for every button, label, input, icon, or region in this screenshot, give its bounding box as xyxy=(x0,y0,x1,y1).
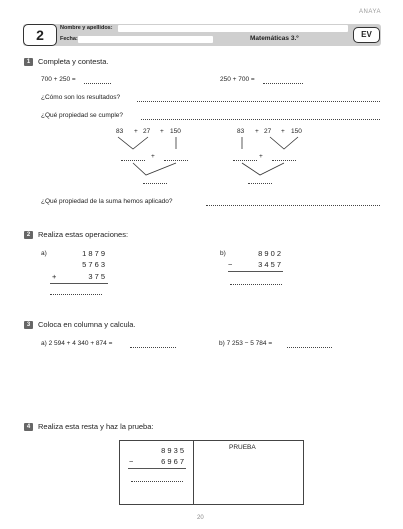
op-a-label: a) xyxy=(41,250,47,257)
date-field[interactable] xyxy=(78,36,213,43)
exercise-3-title: Coloca en columna y calcula. xyxy=(38,320,136,329)
tree-a-n3: 150 xyxy=(170,128,181,135)
ex3-b-text: b) 7 253 − 5 784 = xyxy=(219,340,273,347)
exercise-4-title: Realiza esta resta y haz la prueba: xyxy=(38,422,154,431)
subject-title: Matemáticas 3.º xyxy=(250,35,299,42)
exercise-3-number: 3 xyxy=(24,321,33,329)
sum-b-answer[interactable] xyxy=(263,83,303,84)
tree-b-n2: 27 xyxy=(264,128,272,135)
tree-a-plus: + xyxy=(151,153,155,160)
tree-a-result[interactable] xyxy=(143,183,167,184)
op-a-row2: 5 7 6 3 xyxy=(82,260,105,269)
exercise-4-number: 4 xyxy=(24,423,33,431)
tree-a-op2: + xyxy=(160,128,164,135)
op-a-sign: + xyxy=(52,272,57,281)
page-number: 20 xyxy=(197,515,204,521)
ex4-line xyxy=(128,468,186,469)
op-b-row1: 8 9 0 2 xyxy=(258,249,281,258)
exercise-2-title: Realiza estas operaciones: xyxy=(38,230,129,239)
name-label: Nombre y apellidos: xyxy=(60,25,113,31)
exercise-2-number: 2 xyxy=(24,231,33,239)
ev-badge: EV xyxy=(353,27,380,43)
op-b-label: b) xyxy=(220,250,226,257)
op-b-sign: − xyxy=(228,260,233,269)
tree-a-partial-1[interactable] xyxy=(121,160,145,161)
ex4-sign: − xyxy=(129,457,134,466)
tree-b-plus: + xyxy=(259,153,263,160)
question-property: ¿Qué propiedad se cumple? xyxy=(41,112,124,119)
sum-a-text: 700 + 250 = xyxy=(41,76,76,83)
sum-a-answer[interactable] xyxy=(84,83,111,84)
exercise-1-number: 1 xyxy=(24,58,33,66)
tree-a-partial-2[interactable] xyxy=(164,160,188,161)
sum-b-text: 250 + 700 = xyxy=(220,76,255,83)
answer-property[interactable] xyxy=(141,119,380,120)
op-a-row1: 1 8 7 9 xyxy=(82,249,105,258)
ex3-b-answer[interactable] xyxy=(287,347,332,348)
tree-b-lines xyxy=(230,135,310,190)
ex3-a-text: a) 2 594 + 4 340 + 874 = xyxy=(41,340,113,347)
tree-b-n3: 150 xyxy=(291,128,302,135)
op-b-answer[interactable] xyxy=(230,284,282,285)
op-a-row3: 3 7 5 xyxy=(88,272,105,281)
tree-b-partial-1[interactable] xyxy=(233,160,257,161)
op-b-row2: 3 4 5 7 xyxy=(258,260,281,269)
tree-b-op1: + xyxy=(255,128,259,135)
question-sum-property: ¿Qué propiedad de la suma hemos aplicado? xyxy=(41,198,173,205)
ex4-row2: 6 9 6 7 xyxy=(161,457,184,466)
tree-a-lines xyxy=(110,135,190,190)
tree-a-n1: 83 xyxy=(116,128,124,135)
ex4-row1: 8 9 3 5 xyxy=(161,446,184,455)
answer-results[interactable] xyxy=(137,101,380,102)
unit-number: 2 xyxy=(23,24,57,46)
tree-a-n2: 27 xyxy=(143,128,151,135)
name-field[interactable] xyxy=(118,25,348,32)
tree-b-partial-2[interactable] xyxy=(272,160,296,161)
op-b-line xyxy=(228,271,283,272)
exercise-4-divider xyxy=(193,440,194,505)
answer-sum-property[interactable] xyxy=(206,205,380,206)
publisher-brand: ANAYA xyxy=(359,9,381,15)
proof-label: PRUEBA xyxy=(229,444,256,451)
ex3-a-answer[interactable] xyxy=(130,347,176,348)
question-results: ¿Cómo son los resultados? xyxy=(41,94,121,101)
op-a-line xyxy=(50,283,108,284)
tree-b-n1: 83 xyxy=(237,128,245,135)
tree-b-result[interactable] xyxy=(248,183,272,184)
exercise-1-title: Completa y contesta. xyxy=(38,57,109,66)
tree-b-op2: + xyxy=(281,128,285,135)
ex4-answer[interactable] xyxy=(131,481,183,482)
date-label: Fecha: xyxy=(60,36,78,42)
tree-a-op1: + xyxy=(134,128,138,135)
op-a-answer[interactable] xyxy=(50,294,102,295)
